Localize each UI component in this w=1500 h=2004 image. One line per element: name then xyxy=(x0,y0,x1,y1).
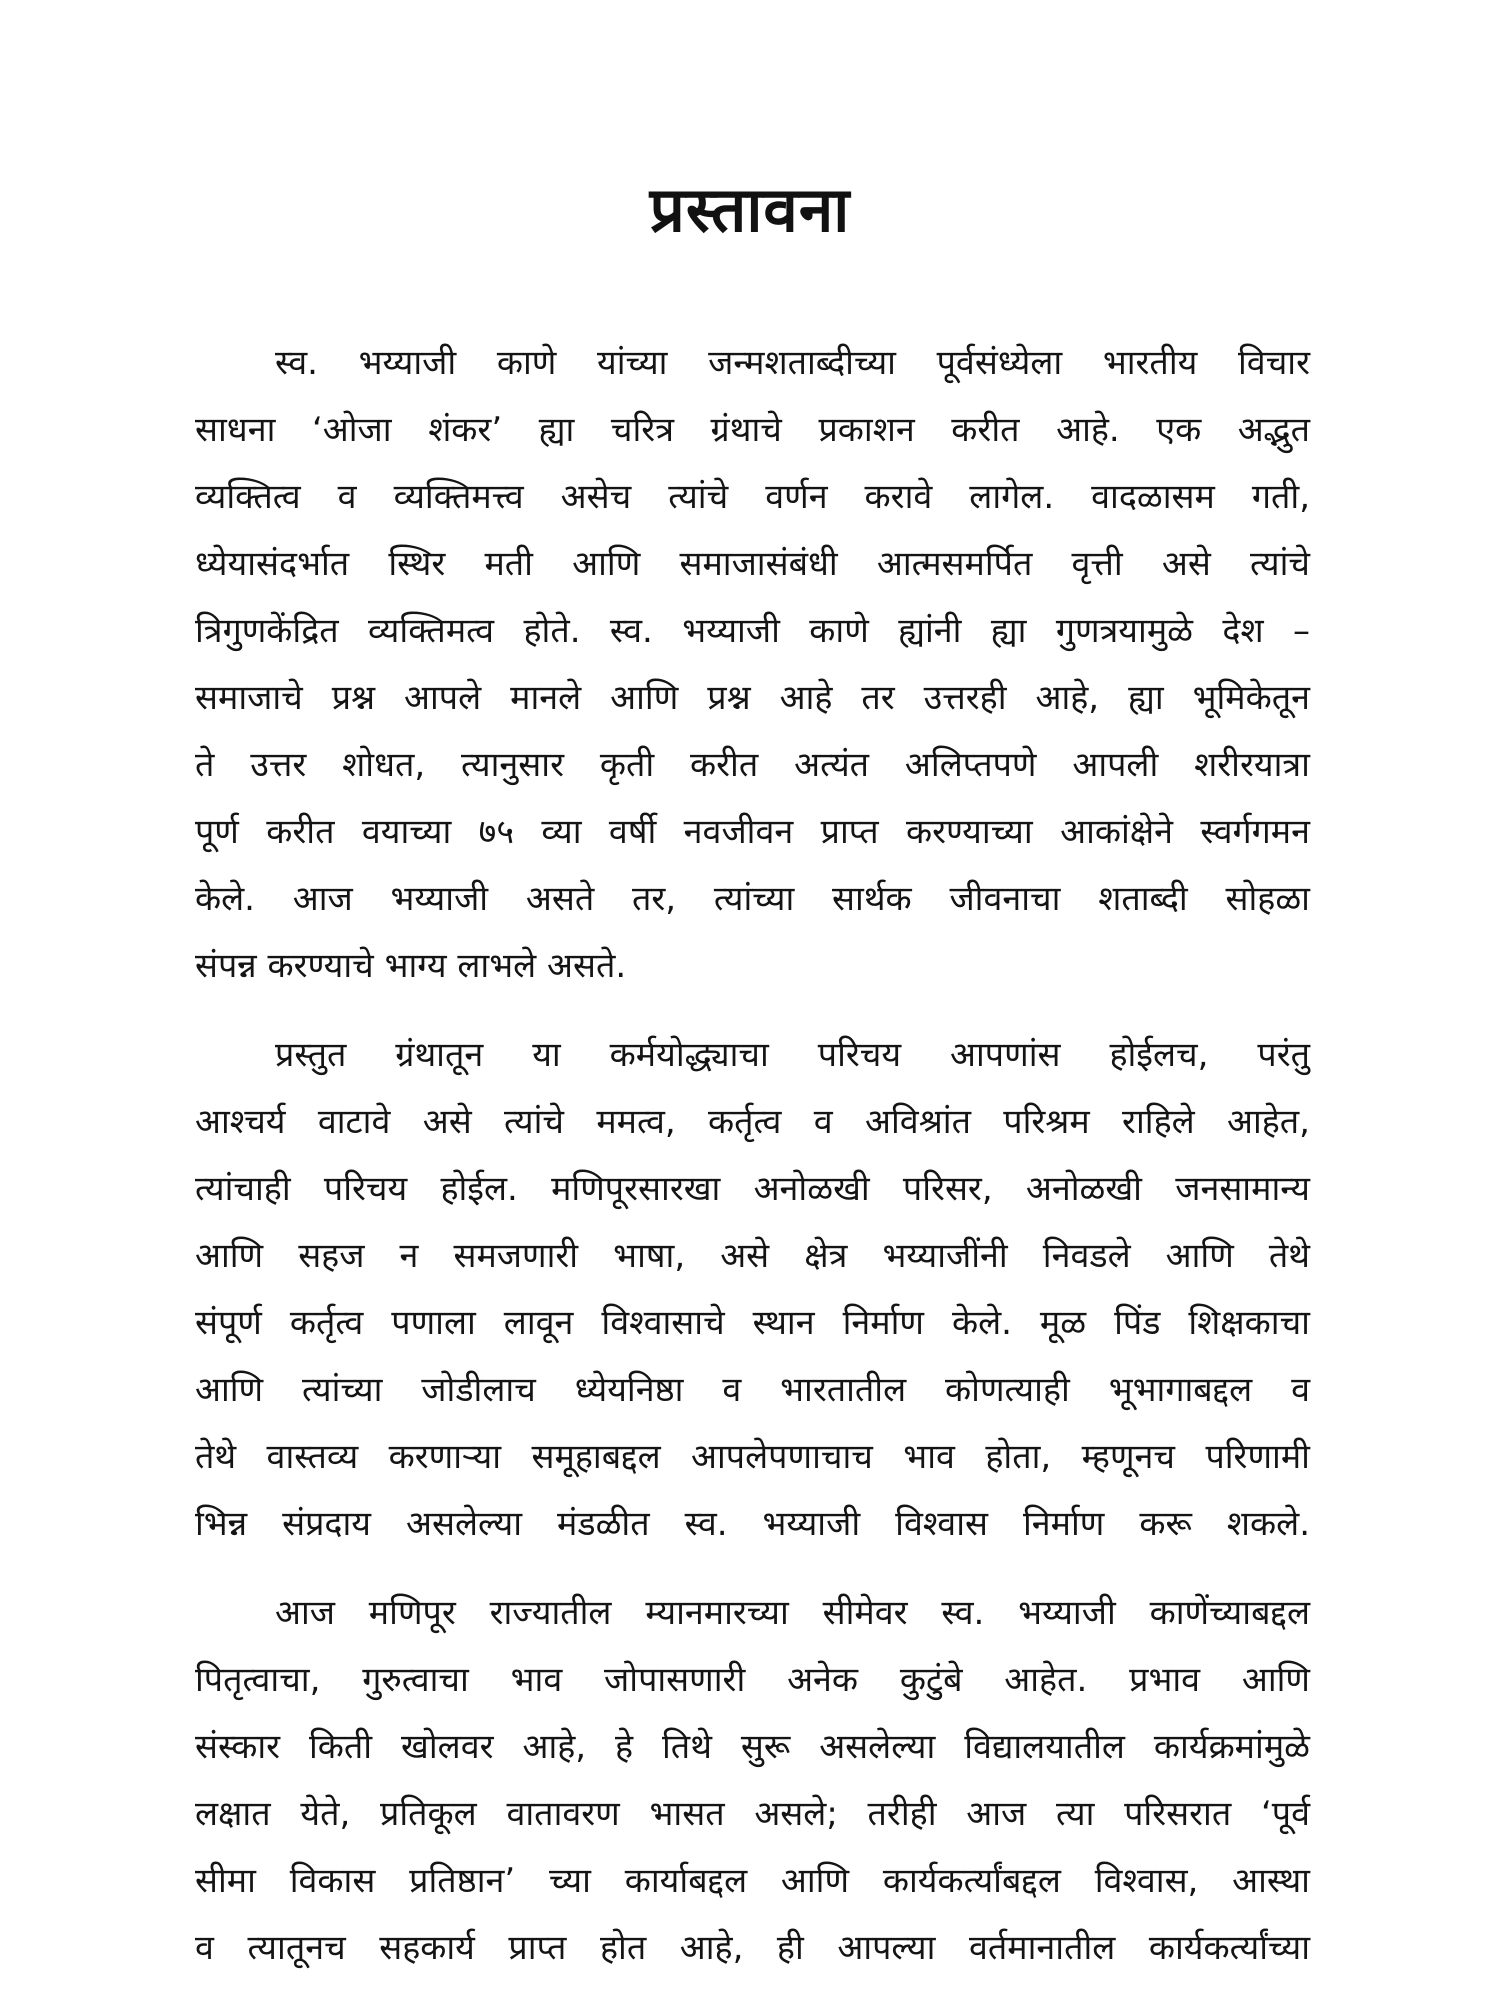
paragraph-1 xyxy=(195,330,1310,1000)
text-line: भिन्न संप्रदाय असलेल्या मंडळीत स्व. भय्याजी विश्वास निर्माण करू शकले. xyxy=(195,1504,1310,1544)
text-line: व्यक्तित्व व व्यक्तिमत्त्व असेच त्यांचे वर्णन करावे लागेल. वादळासम गती, xyxy=(195,477,1310,517)
page-title: प्रस्तावना xyxy=(649,173,851,246)
text-line: आणि सहज न समजणारी भाषा, असे क्षेत्र भय्याजींनी निवडले आणि तेथे xyxy=(195,1236,1310,1276)
paragraph-2 xyxy=(195,1022,1310,1558)
text-line: पूर्ण करीत वयाच्या ७५ व्या वर्षी नवजीवन प्राप्त करण्याच्या आकांक्षेने स्वर्गगमन xyxy=(195,812,1310,852)
text-line: सीमा विकास प्रतिष्ठान’ च्या कार्याबद्दल आणि कार्यकर्त्यांबद्दल विश्वास, आस्था xyxy=(195,1861,1310,1901)
text-line: संस्कार किती खोलवर आहे, हे तिथे सुरू असलेल्या विद्यालयातील कार्यक्रमांमुळे xyxy=(195,1727,1310,1767)
paragraph-3 xyxy=(195,1580,1310,1982)
text-line: तेथे वास्तव्य करणाऱ्या समूहाबद्दल आपलेपणाचाच भाव होता, म्हणूनच परिणामी xyxy=(195,1437,1310,1477)
text-line: लक्षात येते, प्रतिकूल वातावरण भासत असले; तरीही आज त्या परिसरात ‘पूर्व xyxy=(195,1794,1310,1834)
text-line: संपन्न करण्याचे भाग्य लाभले असते. xyxy=(195,946,627,986)
text-line: पितृत्वाचा, गुरुत्वाचा भाव जोपासणारी अनेक कुटुंबे आहेत. प्रभाव आणि xyxy=(195,1660,1310,1700)
text-line: ते उत्तर शोधत, त्यानुसार कृती करीत अत्यंत अलिप्तपणे आपली शरीरयात्रा xyxy=(195,745,1310,785)
text-line: व त्यातूनच सहकार्य प्राप्त होत आहे, ही आपल्या वर्तमानातील कार्यकर्त्यांच्या xyxy=(195,1928,1310,1968)
text-line: आज मणिपूर राज्यातील म्यानमारच्या सीमेवर स्व. भय्याजी काणेंच्याबद्दल xyxy=(275,1593,1310,1633)
text-line: समाजाचे प्रश्न आपले मानले आणि प्रश्न आहे तर उत्तरही आहे, ह्या भूमिकेतून xyxy=(195,678,1310,718)
text-line: आश्चर्य वाटावे असे त्यांचे ममत्व, कर्तृत्व व अविश्रांत परिश्रम राहिले आहेत, xyxy=(195,1102,1310,1142)
text-line: संपूर्ण कर्तृत्व पणाला लावून विश्वासाचे स्थान निर्माण केले. मूळ पिंड शिक्षकाचा xyxy=(195,1303,1310,1343)
text-line: त्यांचाही परिचय होईल. मणिपूरसारखा अनोळखी परिसर, अनोळखी जनसामान्य xyxy=(195,1169,1310,1209)
text-line: स्व. भय्याजी काणे यांच्या जन्मशताब्दीच्या पूर्वसंध्येला भारतीय विचार xyxy=(275,343,1310,383)
text-line: आणि त्यांच्या जोडीलाच ध्येयनिष्ठा व भारतातील कोणत्याही भूभागाबद्दल व xyxy=(195,1370,1310,1410)
text-line: प्रस्तुत ग्रंथातून या कर्मयोद्ध्याचा परिचय आपणांस होईलच, परंतु xyxy=(275,1035,1310,1075)
body-text xyxy=(195,330,1310,2004)
text-line: साधना ‘ओजा शंकर’ ह्या चरित्र ग्रंथाचे प्रकाशन करीत आहे. एक अद्भुत xyxy=(195,410,1310,450)
text-line: ध्येयासंदर्भात स्थिर मती आणि समाजासंबंधी आत्मसमर्पित वृत्ती असे त्यांचे xyxy=(195,544,1310,584)
text-line: त्रिगुणकेंद्रित व्यक्तिमत्व होते. स्व. भय्याजी काणे ह्यांनी ह्या गुणत्रयामुळे देश – xyxy=(195,611,1310,651)
text-line: केले. आज भय्याजी असते तर, त्यांच्या सार्थक जीवनाचा शताब्दी सोहळा xyxy=(195,879,1310,919)
